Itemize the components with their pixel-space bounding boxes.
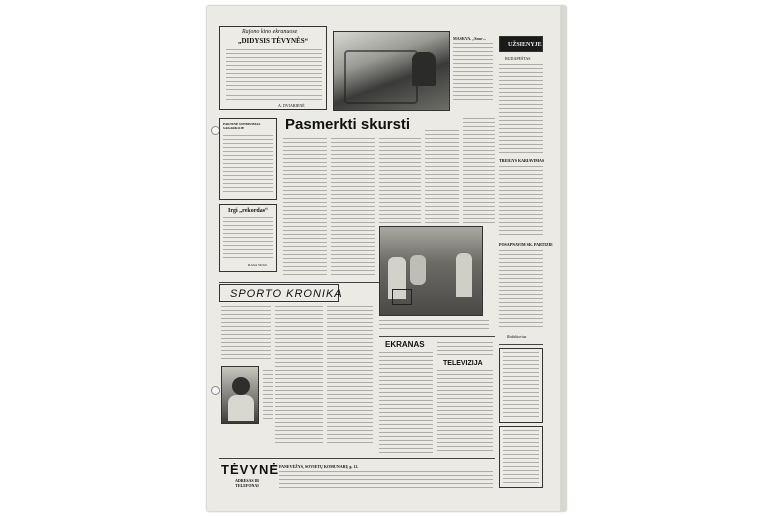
header-signature: A. DVIARIENĖ [278, 103, 305, 108]
left-box-1 [219, 118, 277, 200]
left-box-1-text [223, 135, 273, 195]
sport-photo [221, 366, 259, 424]
binding-edge [560, 6, 566, 511]
sport-col-1 [221, 306, 271, 362]
left-box-2-signature: RASA SIJAS [248, 263, 267, 267]
sport-col-2 [275, 306, 323, 446]
sport-photo-caption [263, 370, 273, 420]
top-photo [333, 31, 450, 111]
left-box-1-title: PAKTINĖ STEBINIMAS SAKARKOJE [223, 122, 261, 130]
main-article-title: Pasmerkti skursti [285, 116, 411, 133]
uzsienyje-title: UŽSIENYJE [508, 42, 542, 48]
televizija-title: TELEVIZIJA [443, 360, 483, 367]
right-rule [499, 344, 543, 345]
footer-text [279, 471, 493, 489]
footer-address: PANEVĖŽYS, SOVIETŲ KOMUNARŲ g. 12. [279, 464, 359, 469]
main-article-col-5 [463, 118, 495, 224]
main-article-col-3 [379, 138, 421, 223]
left-box-2-text [223, 217, 273, 261]
footer-masthead-sub: ADRESAS IR TELEFONAI [234, 478, 260, 488]
newspaper-page [207, 6, 566, 511]
sport-rule [219, 282, 379, 283]
left-box-2 [219, 204, 277, 272]
uzsienyje-text [499, 64, 543, 154]
main-article-col-2 [331, 138, 375, 278]
uzsienyje-header [499, 36, 543, 52]
left-box-2-title: Irgi „rekordas“ [228, 208, 269, 214]
editor-label: Redaktorius [507, 334, 527, 339]
uzsienyje-subtitle: BUDAPEŠTAS [505, 56, 531, 61]
right-bottom-box [499, 426, 543, 488]
header-body-text-2 [226, 95, 322, 103]
photo-caption-lines [453, 43, 493, 103]
header-title: „DIDYSIS TĖVYNĖS“ [238, 37, 309, 45]
article-photo [379, 226, 483, 316]
ekranas-title: EKRANAS [385, 340, 425, 349]
footer-masthead: TĖVYNĖ [221, 462, 280, 477]
main-article-col-4 [425, 130, 459, 224]
televizija-listing [437, 370, 493, 454]
right-section-1: TREIGYS KARIAVIMAS [499, 158, 545, 163]
right-lower-text [503, 352, 539, 418]
header-box [219, 26, 327, 110]
footer-rule [219, 458, 495, 459]
right-bottom-text [503, 430, 539, 484]
right-lower-box [499, 348, 543, 423]
ekranas-rule [379, 336, 495, 337]
ekranas-listing [379, 352, 433, 456]
article-photo-caption [379, 320, 489, 332]
sport-col-3 [327, 306, 373, 446]
right-text-3 [499, 250, 543, 330]
photo-caption-lead: MASKVA. „Smo-... [453, 36, 487, 41]
right-text-2 [499, 166, 543, 238]
sport-header [219, 284, 343, 302]
header-kicker: Rajono kino ekranuose [242, 29, 298, 35]
ekranas-listing-2 [437, 342, 493, 358]
main-article-col-1 [283, 138, 327, 278]
right-section-2: POSAPNAVIM SK. PARTIZIE [499, 242, 553, 247]
header-body-text [226, 49, 322, 93]
punch-hole [211, 386, 220, 395]
sport-title: SPORTO KRONIKA [230, 288, 343, 300]
